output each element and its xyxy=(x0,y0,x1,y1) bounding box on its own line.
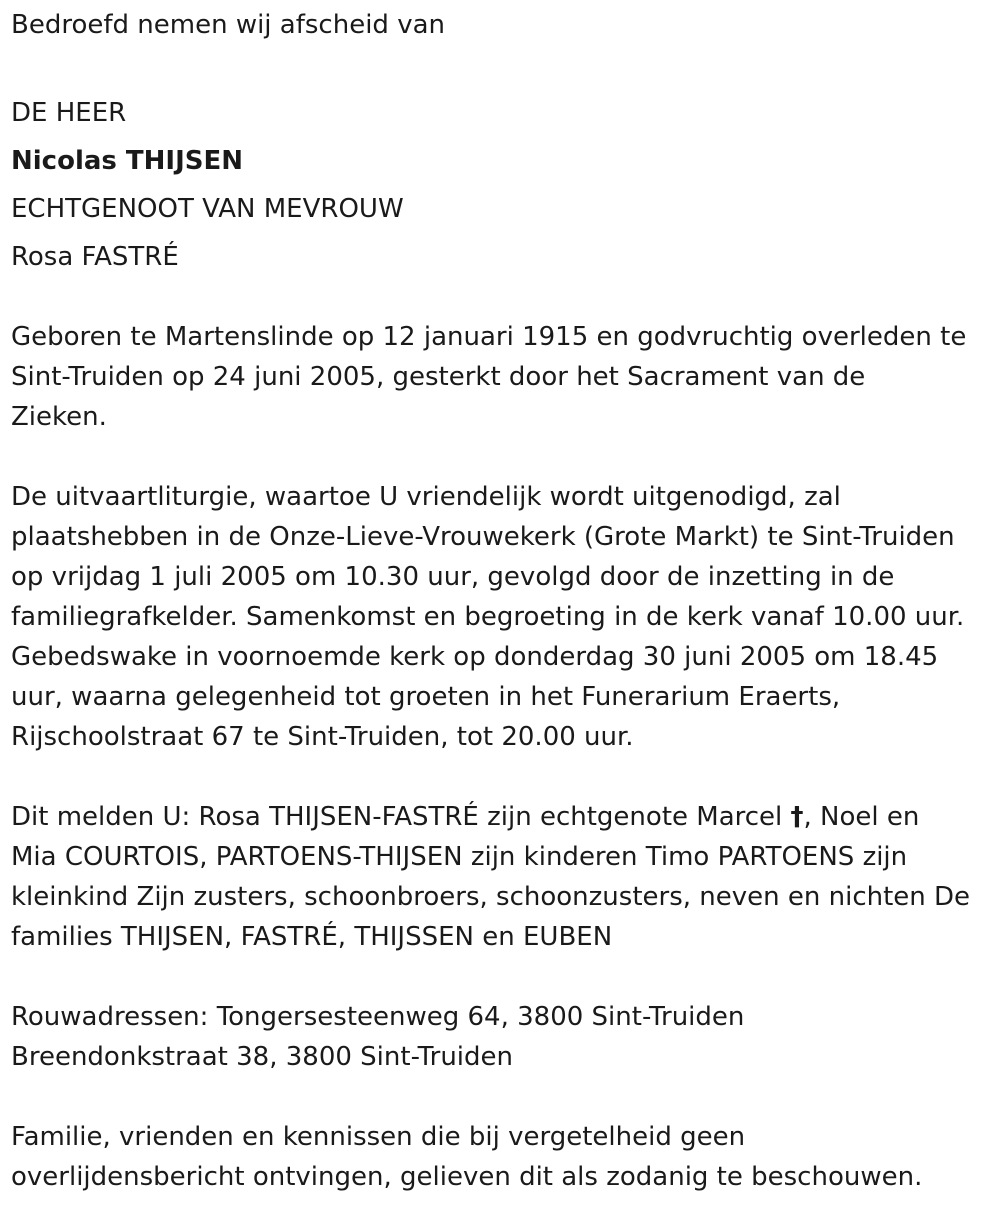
paragraph-line: Mia COURTOIS, PARTOENS-THIJSEN zijn kinderen Timo PARTOENS zijn xyxy=(11,842,908,872)
announcement-paragraph xyxy=(11,797,991,957)
cross-icon: † xyxy=(790,802,804,832)
paragraph-line: Zieken. xyxy=(11,402,107,432)
spouse-label: ECHTGENOOT VAN MEVROUW xyxy=(11,194,404,224)
announce-text-b: , Noel en xyxy=(803,802,920,832)
paragraph-line: Geboren te Martenslinde op 12 januari 1915 en godvruchtig overleden te xyxy=(11,322,967,352)
address-line: Rouwadressen: Tongersesteenweg 64, 3800 Sint-Truiden xyxy=(11,1002,745,1032)
paragraph-line xyxy=(11,797,991,837)
paragraph-line: families THIJSEN, FASTRÉ, THIJSSEN en EUBEN xyxy=(11,922,613,952)
intro-text: Bedroefd nemen wij afscheid van xyxy=(11,10,445,40)
paragraph-line: plaatshebben in de Onze-Lieve-Vrouwekerk (Grote Markt) te Sint-Truiden xyxy=(11,522,955,552)
paragraph-line: overlijdensbericht ontvingen, gelieven dit als zodanig te beschouwen. xyxy=(11,1162,923,1192)
deceased-name: Nicolas THIJSEN xyxy=(11,146,244,176)
spouse-name: Rosa FASTRÉ xyxy=(11,242,179,272)
honorific: DE HEER xyxy=(11,98,127,128)
paragraph-line: Familie, vrienden en kennissen die bij vergetelheid geen xyxy=(11,1122,746,1152)
paragraph-line: uur, waarna gelegenheid tot groeten in het Funerarium Eraerts, xyxy=(11,682,841,712)
funeral-paragraph xyxy=(11,477,991,757)
paragraph-line: op vrijdag 1 juli 2005 om 10.30 uur, gevolgd door de inzetting in de xyxy=(11,562,895,592)
obituary-notice xyxy=(11,5,991,1197)
closing-paragraph xyxy=(11,1117,991,1197)
paragraph-line: Gebedswake in voornoemde kerk op donderdag 30 juni 2005 om 18.45 xyxy=(11,642,939,672)
paragraph-line: Sint-Truiden op 24 juni 2005, gesterkt door het Sacrament van de xyxy=(11,362,866,392)
paragraph-line: familiegrafkelder. Samenkomst en begroeting in de kerk vanaf 10.00 uur. xyxy=(11,602,965,632)
paragraph-line: De uitvaartliturgie, waartoe U vriendelijk wordt uitgenodigd, zal xyxy=(11,482,841,512)
address-line: Breendonkstraat 38, 3800 Sint-Truiden xyxy=(11,1042,513,1072)
announce-text-a: Dit melden U: Rosa THIJSEN-FASTRÉ zijn echtgenote Marcel xyxy=(11,802,791,832)
paragraph-line: kleinkind Zijn zusters, schoonbroers, schoonzusters, neven en nichten De xyxy=(11,882,971,912)
addresses-paragraph xyxy=(11,997,991,1077)
birth-death-paragraph xyxy=(11,317,991,437)
paragraph-line: Rijschoolstraat 67 te Sint-Truiden, tot 20.00 uur. xyxy=(11,722,634,752)
